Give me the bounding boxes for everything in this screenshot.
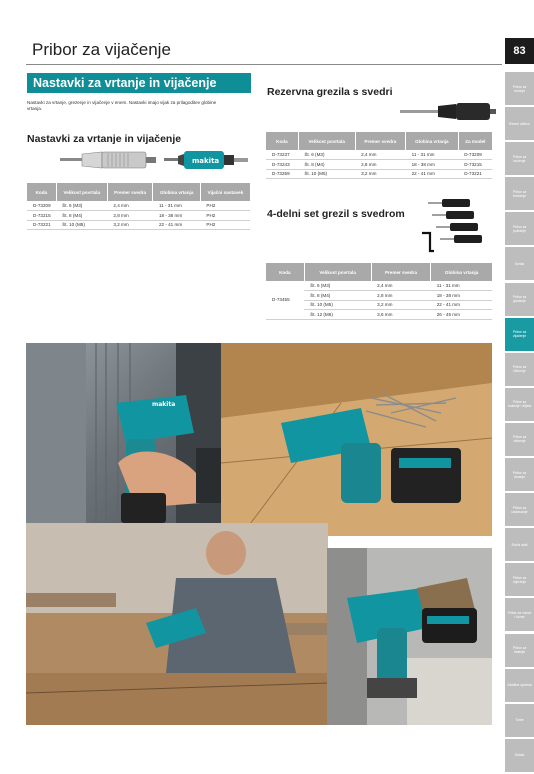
category-tab[interactable]: Pribor za oštrenje [505, 423, 534, 456]
table-cell: Št. 12 (M6) [304, 310, 371, 320]
table-cell: 3,2 mm [107, 220, 153, 230]
table-cell: Št. 10 (M5) [298, 169, 355, 179]
table-cell: 11 - 31 mm [406, 150, 459, 160]
table-cell: PH2 [200, 220, 250, 230]
category-tab[interactable]: Zaštitna oprema [505, 669, 534, 702]
category-tab[interactable]: Pribor za rezanje [505, 458, 534, 491]
section-title: Nastavki za vrtanje in vijačenje [27, 73, 251, 93]
table-cell: 18 - 38 mm [153, 211, 200, 221]
table-row [266, 160, 492, 170]
category-tab[interactable]: Pribor za vrtove i šume [505, 598, 534, 631]
column-header: Velikost povrtala [298, 132, 355, 150]
page-title: Pribor za vijačenje [32, 40, 171, 59]
column-header: Premer svedra [355, 132, 406, 150]
table-cell: D-73215 [27, 211, 56, 221]
category-tab[interactable]: Ručni alati [505, 528, 534, 561]
category-tab[interactable]: Pribor za bušenje i dlijeta [505, 388, 534, 421]
table-cell: D-73259 [266, 169, 298, 179]
category-tab[interactable]: Pribor za usisavanje [505, 493, 534, 526]
table-cell: 22 - 41 mm [153, 220, 200, 230]
table-cell: D-73221 [27, 220, 56, 230]
table-cell: Št. 8 (M4) [56, 211, 107, 221]
column-header: Velikost povrtala [304, 263, 371, 281]
table-row [266, 281, 492, 291]
table-cell: 11 - 31 mm [153, 201, 200, 211]
header-divider [26, 64, 502, 65]
category-tab[interactable]: Pribor za bušenje [505, 142, 534, 175]
category-tabs [505, 72, 534, 774]
column-header: Globina vrtanja [153, 183, 200, 201]
table-cell: D-73243 [266, 160, 298, 170]
drill-driver-table [27, 183, 250, 230]
table-cell: 2,8 mm [355, 160, 406, 170]
photo-driver-on-wood [221, 343, 492, 536]
drill-bit-holder-image [60, 146, 250, 174]
table-cell: D-73221 [458, 169, 492, 179]
category-tab[interactable]: Pribor za poliranje [505, 212, 534, 245]
table-cell: D-73215 [458, 160, 492, 170]
countersink-set-table [266, 263, 492, 320]
column-header: Velikost povrtala [56, 183, 107, 201]
table-cell: Št. 8 (M4) [298, 160, 355, 170]
table-cell: 2,8 mm [371, 291, 431, 301]
table-cell: PH2 [200, 211, 250, 221]
table-cell: 2,4 mm [371, 281, 431, 291]
table-cell: D-73209 [27, 201, 56, 211]
spare-countersinks-table [266, 132, 492, 179]
column-header: Globina vrtanja [431, 263, 492, 281]
table-row [266, 150, 492, 160]
makita-logo: makita [192, 157, 220, 165]
table-cell: 11 - 31 mm [431, 281, 492, 291]
category-tab[interactable]: Pribor za čišćenje [505, 353, 534, 386]
page-number: 83 [505, 38, 534, 64]
table-cell: 3,2 mm [355, 169, 406, 179]
column-header: Koda [27, 183, 56, 201]
category-tab[interactable]: Torbe [505, 704, 534, 737]
column-header: Koda [266, 263, 304, 281]
table-cell: 22 - 41 mm [431, 300, 492, 310]
photo-driver-closeup [327, 548, 492, 725]
table-cell: Št. 10 (M5) [304, 300, 371, 310]
table-cell: Št. 6 (M3) [304, 281, 371, 291]
countersink-set-image [420, 193, 498, 255]
table-cell: 2,4 mm [355, 150, 406, 160]
column-header: Za model [458, 132, 492, 150]
product-code: D-73455 [266, 281, 304, 319]
category-tab[interactable]: Svrdla [505, 247, 534, 280]
table-cell: 22 - 41 mm [406, 169, 459, 179]
table-cell: D-73237 [266, 150, 298, 160]
countersink-image [398, 101, 498, 123]
table-row [27, 201, 250, 211]
category-tab[interactable]: Pribor za vijačenje [505, 318, 534, 351]
category-tab[interactable]: Ostalo [505, 739, 534, 772]
photo-hand-impact-driver [26, 343, 249, 536]
table-cell: D-73209 [458, 150, 492, 160]
table-cell: 2,8 mm [107, 211, 153, 221]
product-title: Nastavki za vrtanje in vijačenje [27, 133, 182, 145]
section-intro: Nastavki za vrtanje, grezenje in vijačenje v enem. Nastavki imajo vijak za prilagoditev globine vrtanja. [27, 100, 217, 111]
countersink-set-title: 4-delni set grezil s svedrom [267, 208, 405, 220]
category-tab[interactable]: Pribor za brušenje [505, 177, 534, 210]
table-cell: 18 - 38 mm [431, 291, 492, 301]
table-cell: Št. 6 (M3) [56, 201, 107, 211]
category-tab[interactable]: Rezne oštrice [505, 107, 534, 140]
column-header: Globina vrtanja [406, 132, 459, 150]
table-cell: 3,2 mm [371, 300, 431, 310]
category-tab[interactable]: Pribor za baterije [505, 634, 534, 667]
photo-brand-label: makita [152, 401, 176, 408]
spare-countersinks-title: Rezervna grezila s svedri [267, 86, 393, 98]
column-header: Premer svedra [371, 263, 431, 281]
table-cell: 18 - 38 mm [406, 160, 459, 170]
table-cell: Št. 6 (M3) [298, 150, 355, 160]
table-cell: PH2 [200, 201, 250, 211]
column-header: Vijačni nastavek [200, 183, 250, 201]
category-tab[interactable]: Pribor za glodanje [505, 283, 534, 316]
column-header: Koda [266, 132, 298, 150]
category-tab[interactable]: Pribor za mjerenje [505, 563, 534, 596]
column-header: Premer svedra [107, 183, 153, 201]
table-cell: 2,4 mm [107, 201, 153, 211]
table-cell: Št. 8 (M4) [304, 291, 371, 301]
table-cell: Št. 10 (M5) [56, 220, 107, 230]
table-row [27, 211, 250, 221]
table-row [266, 169, 492, 179]
table-row [27, 220, 250, 230]
table-cell: 26 - 45 mm [431, 310, 492, 320]
photo-worker [26, 523, 328, 725]
table-cell: 3,6 mm [371, 310, 431, 320]
category-tab[interactable]: Pribor za rezanje [505, 72, 534, 105]
